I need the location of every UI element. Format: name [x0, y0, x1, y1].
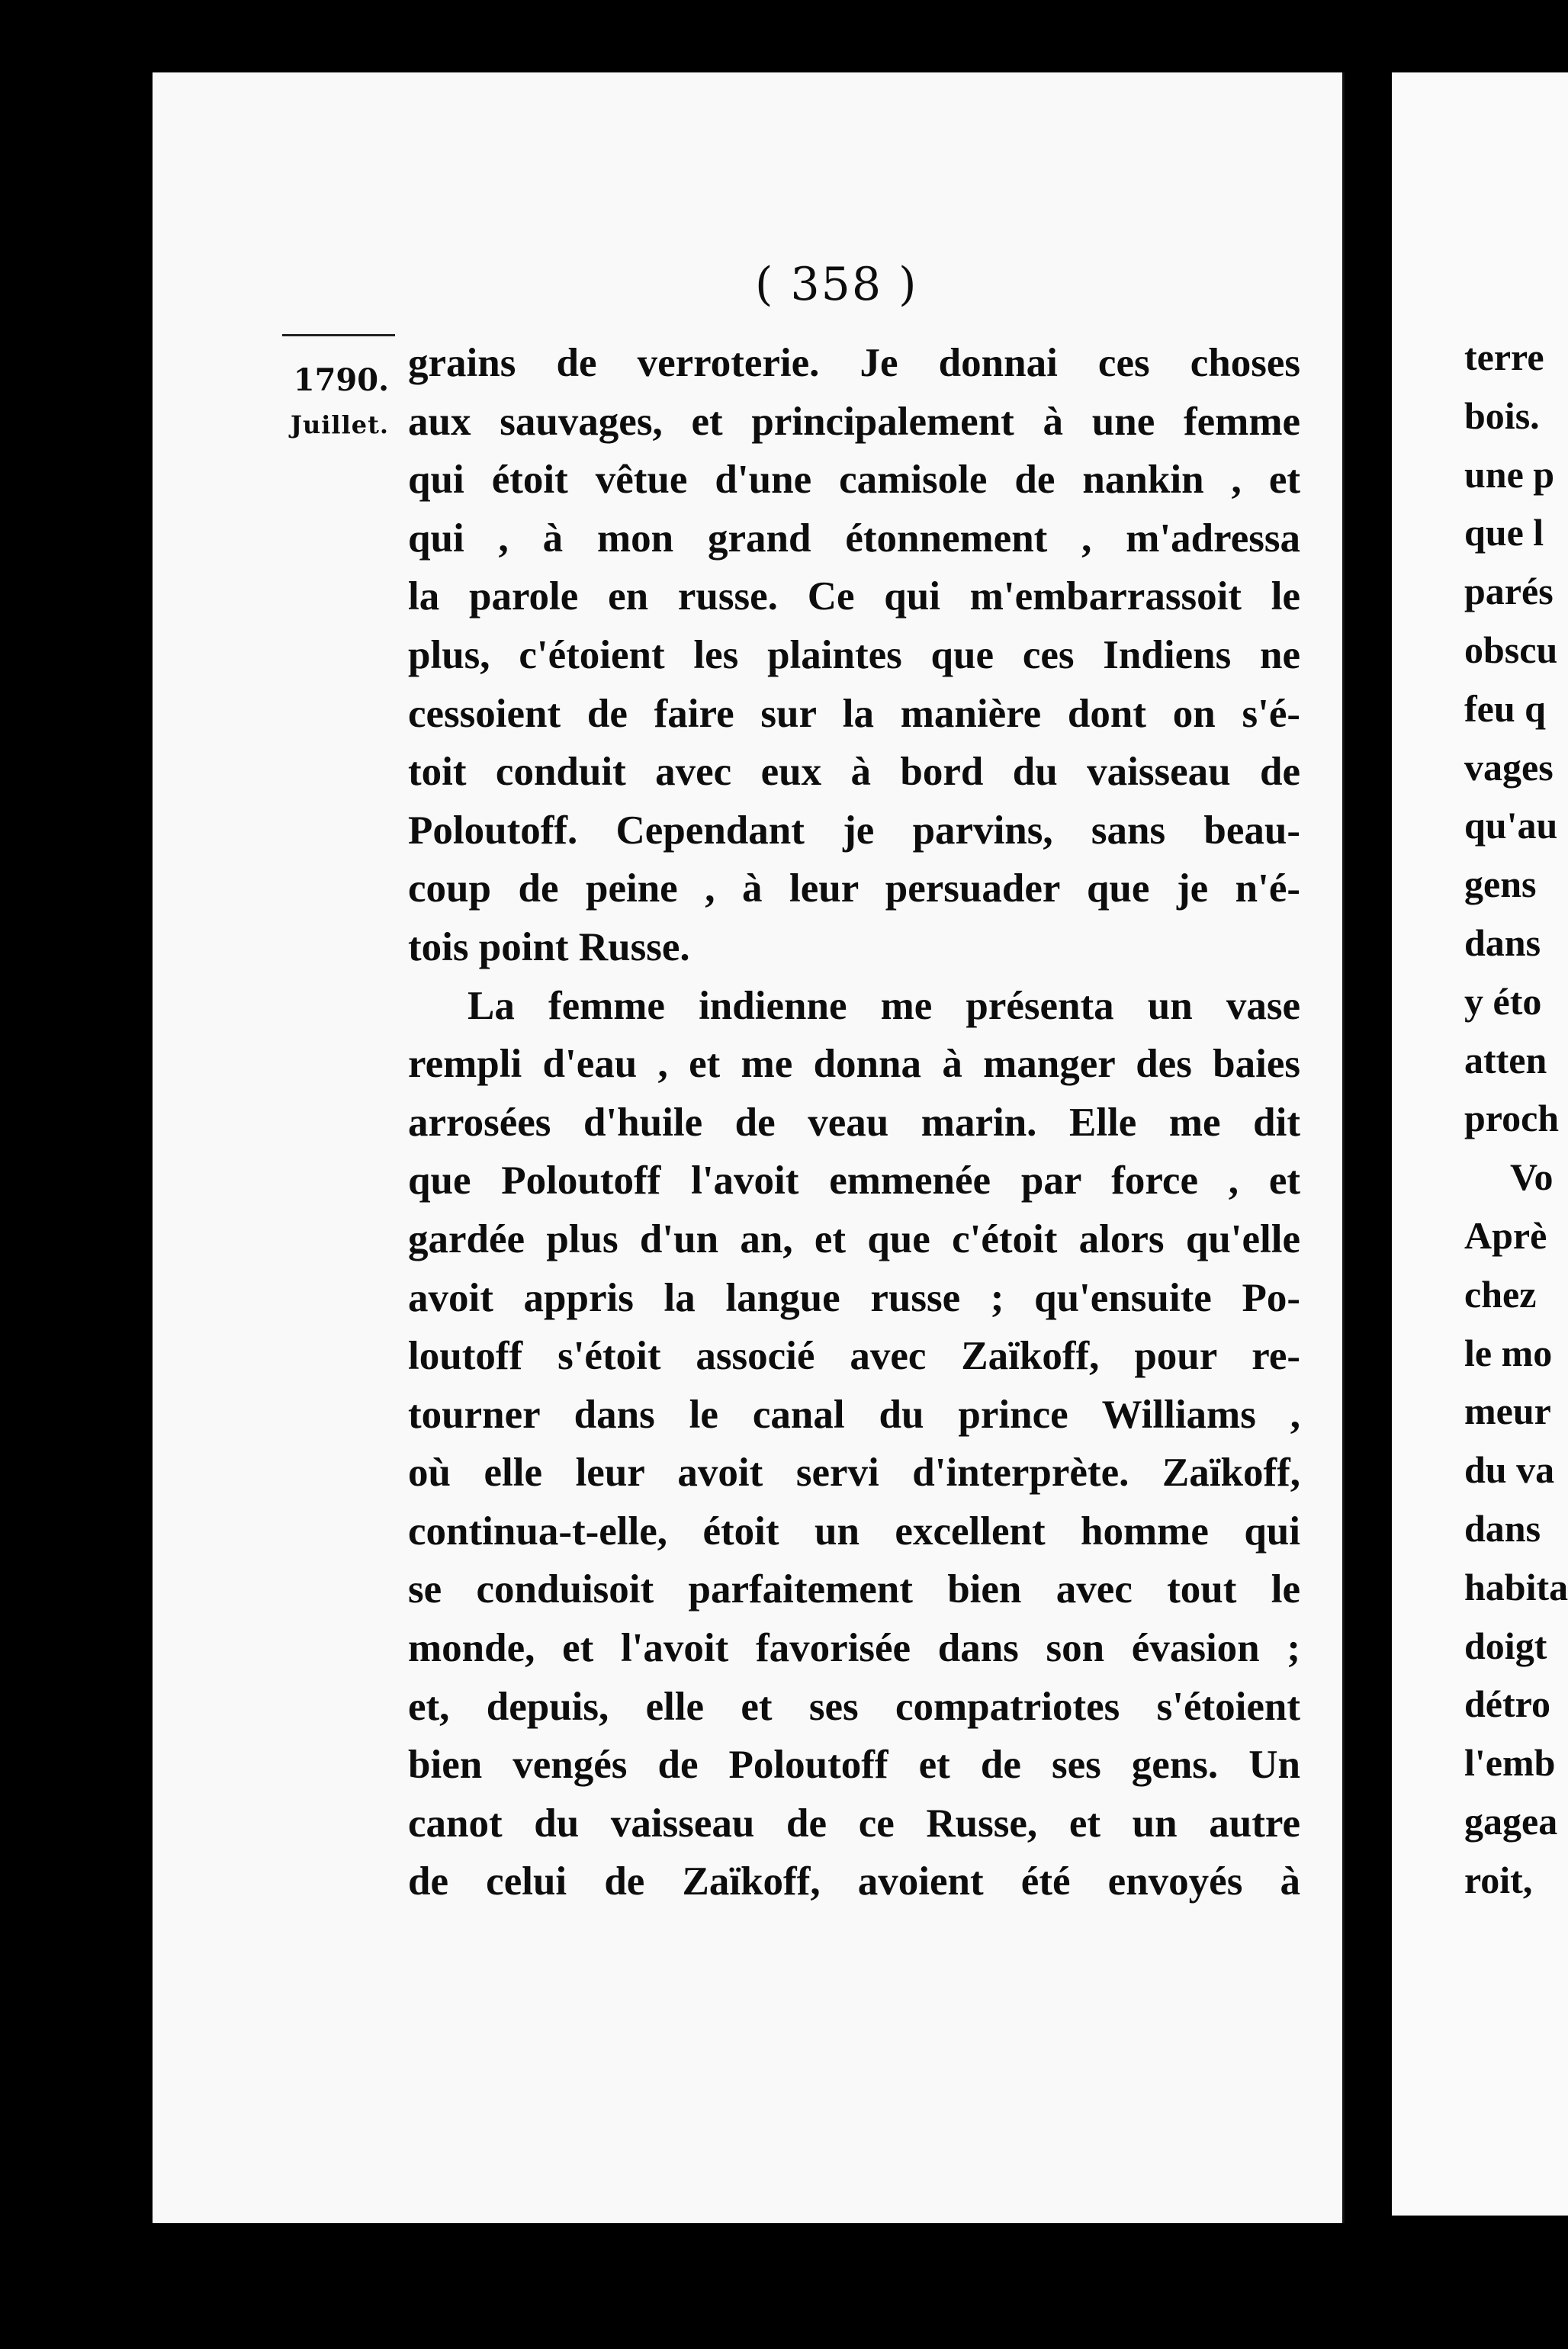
- text-line: La femme indienne me présenta un vase: [468, 983, 1300, 1028]
- text-line: et, depuis, elle et ses compatriotes s'étoient: [408, 1684, 1300, 1729]
- text-line: parés: [1464, 570, 1554, 613]
- text-line: qui étoit vêtue d'une camisole de nankin , et: [408, 458, 1300, 503]
- text-line: une p: [1464, 452, 1555, 496]
- text-line: où elle leur avoit servi d'interprète. Zaïkoff,: [408, 1451, 1300, 1496]
- text-line: feu q: [1464, 686, 1546, 730]
- text-line: Poloutoff. Cependant je parvins, sans beau-: [408, 808, 1300, 853]
- text-line: que l: [1464, 511, 1544, 554]
- text-line: bien vengés de Poloutoff et de ses gens. Un: [408, 1743, 1300, 1788]
- text-line: roit,: [1464, 1858, 1533, 1901]
- text-line: meur: [1464, 1390, 1551, 1433]
- text-line: que Poloutoff l'avoit emmenée par force , et: [408, 1158, 1300, 1203]
- text-line: bois.: [1464, 394, 1540, 437]
- margin-year: 1790.: [293, 362, 389, 398]
- text-line: qui , à mon grand étonnement , m'adressa: [408, 516, 1300, 561]
- text-line: gens: [1464, 863, 1537, 906]
- text-line: détro: [1464, 1682, 1550, 1726]
- text-line: continua-t-elle, étoit un excellent homme qui: [408, 1509, 1300, 1554]
- text-line: plus, c'étoient les plaintes que ces Indiens ne: [408, 632, 1300, 677]
- text-line: canot du vaisseau de ce Russe, et un autre: [408, 1801, 1300, 1846]
- text-line: habita: [1464, 1565, 1568, 1608]
- text-line: cessoient de faire sur la manière dont on s'é-: [408, 691, 1300, 736]
- left-page-body: [408, 334, 1300, 1911]
- text-line: du va: [1464, 1448, 1555, 1492]
- book-gutter: [1345, 0, 1392, 2349]
- text-line: coup de peine , à leur persuader que je n'é-: [408, 866, 1300, 911]
- text-line: Vo: [1510, 1155, 1554, 1199]
- text-line: y éto: [1464, 979, 1542, 1023]
- text-line: de celui de Zaïkoff, avoient été envoyés à: [408, 1859, 1300, 1904]
- text-line: obscu: [1464, 628, 1558, 671]
- text-line: tois point Russe.: [408, 924, 690, 969]
- margin-month: Juillet.: [290, 410, 389, 439]
- text-line: dans: [1464, 921, 1541, 964]
- text-line: avoit appris la langue russe ; qu'ensuite Po-: [408, 1275, 1300, 1320]
- text-line: proch: [1464, 1097, 1560, 1140]
- text-line: grains de verroterie. Je donnai ces choses: [408, 341, 1300, 385]
- text-line: atten: [1464, 1038, 1547, 1081]
- page-number: ( 358 ): [755, 258, 918, 311]
- margin-rule: [282, 334, 395, 336]
- right-page-body: [1464, 328, 1568, 1910]
- text-line: chez: [1464, 1272, 1537, 1316]
- text-line: se conduisoit parfaitement bien avec tout le: [408, 1567, 1300, 1612]
- text-line: gardée plus d'un an, et que c'étoit alors qu'elle: [408, 1216, 1300, 1261]
- text-line: arrosées d'huile de veau marin. Elle me dit: [408, 1100, 1300, 1145]
- text-line: le mo: [1464, 1331, 1553, 1374]
- text-line: rempli d'eau , et me donna à manger des baies: [408, 1042, 1300, 1087]
- text-line: terre: [1464, 336, 1544, 378]
- text-line: dans: [1464, 1506, 1541, 1550]
- text-line: Aprè: [1464, 1213, 1547, 1257]
- text-line: vages: [1464, 745, 1554, 789]
- text-line: aux sauvages, et principalement à une femme: [408, 399, 1300, 444]
- text-line: tourner dans le canal du prince Williams ,: [408, 1392, 1300, 1437]
- text-line: doigt: [1464, 1624, 1547, 1667]
- text-line: monde, et l'avoit favorisée dans son évasion ;: [408, 1626, 1300, 1671]
- text-line: toit conduit avec eux à bord du vaisseau de: [408, 750, 1300, 795]
- text-line: gagea: [1464, 1799, 1558, 1843]
- text-line: la parole en russe. Ce qui m'embarrassoit le: [408, 574, 1300, 619]
- text-line: l'emb: [1464, 1741, 1556, 1785]
- text-line: qu'au: [1464, 804, 1558, 847]
- text-line: loutoff s'étoit associé avec Zaïkoff, pour re-: [408, 1334, 1300, 1379]
